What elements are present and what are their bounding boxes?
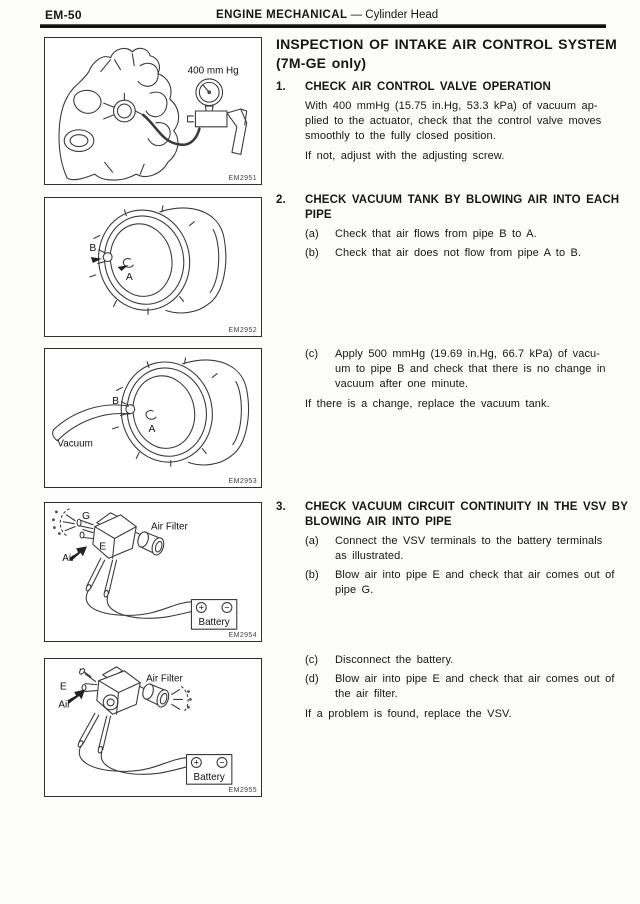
step-number: 3.	[276, 501, 286, 513]
page-number: EM-50	[45, 8, 82, 22]
header-title	[216, 9, 438, 21]
figure-vacuum-tank	[44, 197, 262, 337]
air-label: Air	[62, 553, 75, 565]
step-heading: CHECK VACUUM CIRCUIT CONTINUITY IN THE VSV BY BLOWING AIR INTO PIPE	[305, 501, 628, 528]
vacuum-gauge-icon	[188, 79, 247, 154]
vsv-battery-illustration	[45, 659, 261, 796]
pipe-e-label: E	[59, 681, 67, 693]
vsv-drawing	[78, 667, 146, 714]
pipe-a-label: A	[148, 423, 156, 435]
vacuum-tank-illustration	[45, 198, 261, 336]
battery-label: Battery	[193, 772, 225, 784]
step-note: If not, adjust with the adjusting screw.	[305, 150, 505, 162]
step-note: If a problem is found, replace the VSV.	[305, 708, 512, 720]
figure-vacuum-tank-hose	[44, 348, 262, 488]
pipe-g-label: G	[81, 510, 90, 522]
step-heading: CHECK VACUUM TANK BY BLOWING AIR INTO EACH PIPE	[305, 194, 620, 221]
sub-step-b: (b) Check that air does not flow from pipe A to B.	[305, 247, 582, 259]
step-number: 2.	[276, 194, 286, 206]
test-leads	[77, 713, 110, 753]
plus-symbol: +	[193, 757, 199, 768]
air-spray-icon	[53, 509, 75, 536]
actuator-drawing	[104, 93, 143, 122]
manifold-vacuum-gauge-illustration	[45, 38, 261, 184]
air-filter-drawing	[141, 683, 171, 709]
vacuum-tank-hose-illustration	[45, 349, 261, 487]
sub-step-c: (c) Disconnect the battery.	[305, 654, 454, 666]
air-spray-icon	[172, 687, 192, 713]
figure-vsv-pipe-g	[44, 502, 262, 642]
gauge-value-label: 400 mm Hg	[187, 65, 239, 77]
air-filter-label: Air Filter	[151, 521, 188, 533]
figure-code: EM2951	[228, 175, 257, 182]
figure-air-control-valve	[44, 37, 262, 185]
battery-label: Battery	[198, 617, 230, 629]
step-3	[276, 500, 634, 598]
header-subsection: — Cylinder Head	[350, 9, 439, 21]
step-heading: CHECK AIR CONTROL VALVE OPERATION	[305, 81, 551, 93]
figure-code: EM2955	[228, 787, 257, 794]
figure-code: EM2953	[228, 478, 257, 485]
air-filter-drawing	[136, 530, 166, 556]
gauge-hose	[143, 115, 199, 145]
test-leads	[85, 558, 116, 597]
step-number: 1.	[276, 81, 286, 93]
plus-symbol: +	[198, 602, 204, 613]
vacuum-hose	[53, 405, 130, 441]
air-filter-label: Air Filter	[146, 673, 183, 685]
step-note: If there is a change, replace the vacuum tank.	[305, 398, 550, 410]
figure-vsv-air-filter	[44, 658, 262, 797]
minus-symbol: −	[219, 757, 225, 768]
step-3-continued	[305, 653, 635, 722]
header-rule	[40, 24, 606, 28]
figure-code: EM2954	[228, 632, 257, 639]
vsv-battery-illustration	[45, 503, 261, 641]
vacuum-label: Vacuum	[57, 438, 93, 450]
step-2-continued	[305, 347, 635, 412]
step-1	[276, 80, 632, 164]
pipe-b-label: B	[112, 396, 119, 408]
sub-step-a: (a) Check that air flows from pipe B to A.	[305, 228, 537, 240]
sub-step-d: (d) Blow air into pipe E and check that air comes out of the air filter.	[305, 673, 615, 700]
pipe-e-label: E	[99, 541, 107, 553]
sub-step-c: (c) Apply 500 mmHg (19.69 in.Hg, 66.7 kPa) of vacu- um to pipe B and check that there is no change in vacuum after one minute.	[305, 348, 606, 390]
sub-step-a: (a) Connect the VSV terminals to the battery terminals as illustrated.	[305, 535, 603, 562]
sub-step-b: (b) Blow air into pipe E and check that air comes out of pipe G.	[305, 569, 615, 596]
page-title: INSPECTION OF INTAKE AIR CONTROL SYSTEM (7M-GE only)	[276, 36, 617, 71]
figure-code: EM2952	[228, 327, 257, 334]
step-2	[276, 193, 632, 261]
header-section: ENGINE MECHANICAL	[216, 9, 348, 21]
pipe-a-label: A	[125, 271, 133, 283]
pipe-b-label: B	[89, 243, 97, 255]
minus-symbol: −	[224, 602, 230, 613]
air-label: Air	[58, 699, 71, 711]
step-paragraph: With 400 mmHg (15.75 in.Hg, 53.3 kPa) of vacuum ap- plied to the actuator, check that the control valve moves smoothly to the fully closed position.	[305, 100, 602, 142]
